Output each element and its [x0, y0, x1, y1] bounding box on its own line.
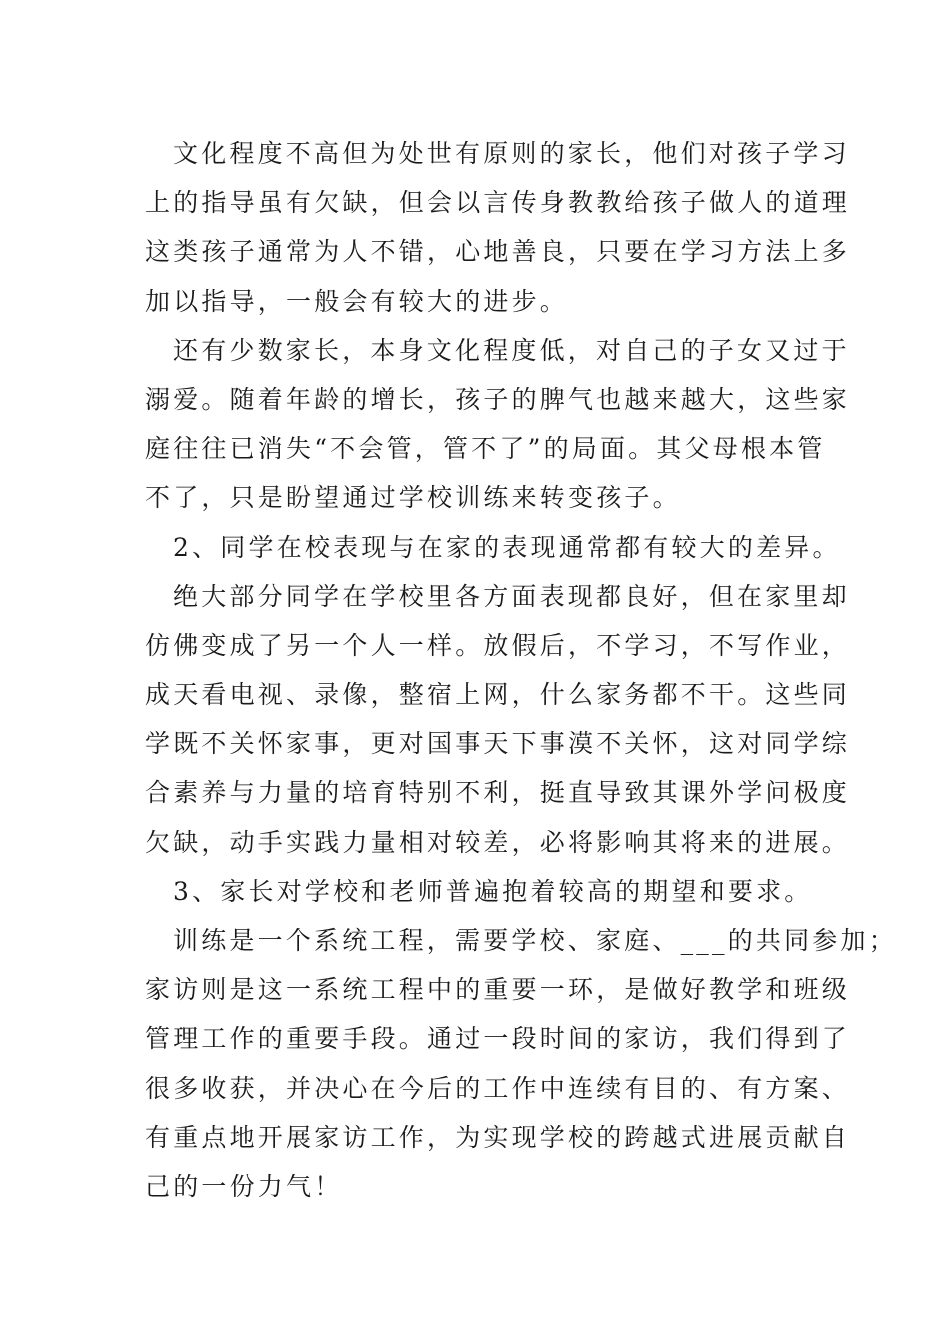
text-line: 不了，只是盼望通过学校训练来转变孩子。 — [145, 483, 681, 513]
text-line: 仿佛变成了另一个人一样。放假后，不学习，不写作业， — [145, 630, 851, 660]
text-line: 这类孩子通常为人不错，心地善良，只要在学习方法上多 — [145, 237, 851, 267]
text-line: 训练是一个系统工程，需要学校、家庭、___的共同参加； — [173, 926, 897, 955]
text-line: 文化程度不高但为处世有原则的家长，他们对孩子学习 — [173, 139, 850, 168]
text-line: 很多收获，并决心在今后的工作中连续有目的、有方案、 — [145, 1073, 851, 1103]
text-line: 绝大部分同学在学校里各方面表现都良好，但在家里却 — [173, 581, 850, 611]
text-line: 合素养与力量的培育特别不利，挺直导致其课外学问极度 — [145, 778, 851, 808]
text-line: 家访则是这一系统工程中的重要一环，是做好教学和班级 — [145, 975, 851, 1005]
section-heading: 2、同学在校表现与在家的表现通常都有较大的差异。 — [173, 532, 841, 562]
text-line: 上的指导虽有欠缺，但会以言传身教教给孩子做人的道理 — [145, 188, 851, 218]
text-line: 管理工作的重要手段。通过一段时间的家访，我们得到了 — [145, 1024, 851, 1054]
text-line: 有重点地开展家访工作，为实现学校的跨越式进展贡献自 — [145, 1122, 851, 1152]
text-line: 己的一份力气！ — [145, 1171, 343, 1201]
text-line: 溺爱。随着年龄的增长，孩子的脾气也越来越大，这些家 — [145, 384, 851, 414]
text-line: 庭往往已消失“不会管，管不了”的局面。其父母根本管 — [145, 434, 826, 464]
text-line: 还有少数家长，本身文化程度低，对自己的子女又过于 — [173, 335, 850, 365]
text-line: 欠缺，动手实践力量相对较差，必将影响其将来的进展。 — [145, 827, 851, 857]
text-line: 加以指导，一般会有较大的进步。 — [145, 286, 569, 316]
section-heading: 3、家长对学校和老师普遍抱着较高的期望和要求。 — [173, 876, 813, 906]
text-line: 学既不关怀家事，更对国事天下事漠不关怀，这对同学综 — [145, 729, 851, 759]
document-body — [145, 129, 897, 1211]
text-line: 成天看电视、录像，整宿上网，什么家务都不干。这些同 — [145, 680, 851, 710]
